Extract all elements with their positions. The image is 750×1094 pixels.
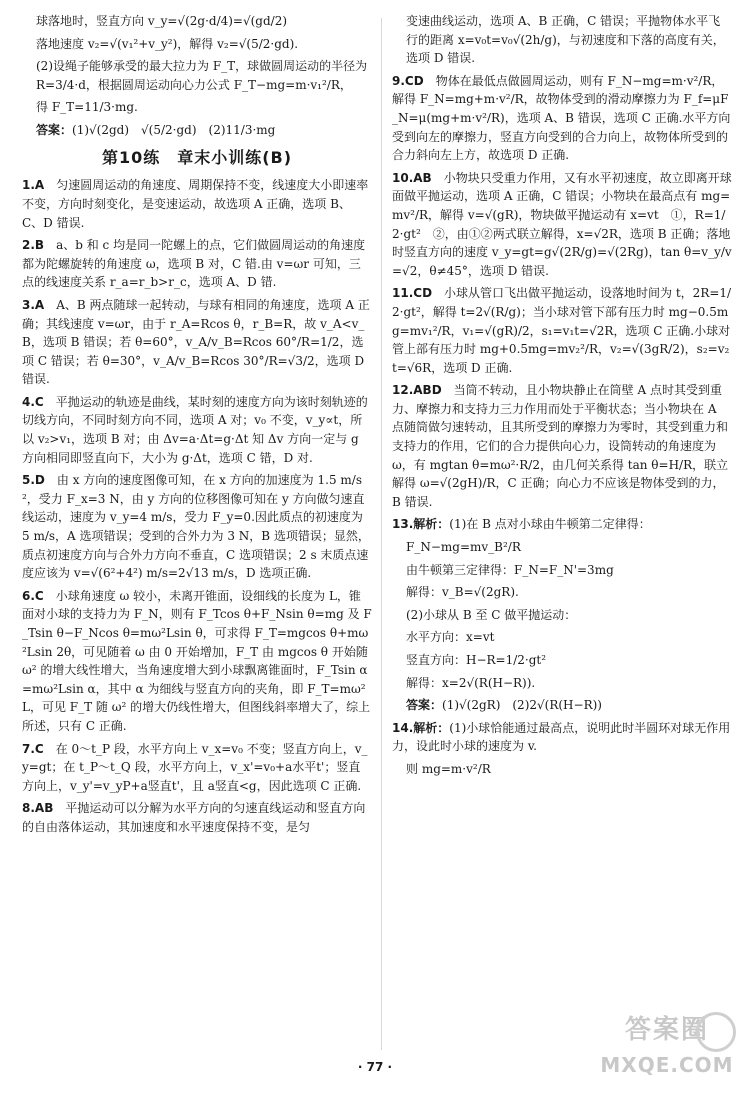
item-12-text: 当筒不转动，且小物块静止在筒壁 A 点时其受到重力、摩擦力和支持力三力作用而处于平衡状态；当小物块在 A 点随筒做匀速转动，且其所受到的摩擦力为零时，其受到重力和支持力的作用，它们的合力提供向心力，设筒转动的角速度为 ω，有 mgtan θ=mω²·R/2，由几何关系得 tan θ=H/R，联立解得 ω=√(2gH)/R，C 正确；向心力不应该是物体受到的力，B 错误.: [392, 383, 729, 509]
item-9: [392, 72, 732, 165]
page-number: · 77 ·: [357, 1060, 393, 1074]
item-5-text: 由 x 方向的速度图像可知，在 x 方向的加速度为 1.5 m/s²，受力 F_x=3 N，由 y 方向的位移图像可知在 y 方向做匀速直线运动，速度为 v_y=4 m/s，受力 F_y=0.因此质点的初速度为 5 m/s，A 选项错误；受到的合外力为 3 N，B 选项错误；显然，质点初速度方向与合外力方向不垂直，C 选项错误；2 s 末质点速度应该为 v=√(6²+4²) m/s=2√13 m/s，D 选项正确.: [22, 473, 370, 581]
q13-line-6: 竖直方向：H−R=1/2·gt²: [406, 653, 547, 667]
item-14-equation: 则 mg=m·v²/R: [406, 761, 491, 776]
item-2-number: 2.B: [22, 238, 45, 253]
item-11-text: 小球从管口飞出做平抛运动，设落地时间为 t，2R=1/2·gt²，解得 t=2√(R/g)；当小球对管下部有压力时 mg−0.5mg=mv₁²/R，v₁=√(gR)/2，s₁=v₁t=√2R，选项 C 正确.小球对管上部有压力时 mg+0.5mg=mv₂²/R，v₂=√(3gR/2)，s₂=v₂t=√6R，选项 D 正确.: [392, 286, 732, 375]
intro-line-4: 得 F_T=11/3·mg.: [36, 100, 138, 115]
item-3-number: 3.A: [22, 297, 45, 312]
item-8-number: 8.AB: [22, 801, 54, 816]
item-6-text: 小球角速度 ω 较小，未离开锥面，设细线的长度为 L，锥面对小球的支持力为 F_N，则有 F_Tcos θ+F_Nsin θ=mg 及 F_Tsin θ−F_Ncos θ=mω²Lsin θ，可求得 F_T=mgcos θ+mω²Lsin 2θ，可见随着 ω 由 0 开始增加，F_T 由 mgcos θ 开始随 ω² 的增大线性增大，当角速度增大到小球飘离锥面时，F_Tsin α=mω²Lsin α，其中 α 为细线与竖直方向的夹角，即 F_T=mω²L，可见 F_T 随 ω² 的增大仍线性增大，但图线斜率增大了，综上所述，只有 C 正确.: [22, 588, 372, 733]
item-8: [22, 799, 372, 836]
item-6: [22, 587, 372, 736]
item-13: [392, 515, 732, 534]
answer-label: 答案：: [36, 122, 73, 137]
item-14-number: 14.解析：: [392, 720, 450, 735]
item-14: [392, 719, 732, 756]
item-4: [22, 393, 372, 467]
q13-answer-label: 答案：: [406, 698, 443, 713]
item-1: [22, 176, 372, 232]
item-2: [22, 236, 372, 292]
item-10-text: 小物块只受重力作用，又有水平初速度，故立即离开球面做平抛运动，选项 A 正确，C 错误；小物块在最高点有 mg=mv²/R，解得 v=√(gR)，物块做平抛运动有 x=vt ①，R=1/2·gt² ②，由①②两式联立解得，x=√2R，选项 B 正确；落地时竖直方向的速度 v_y=gt=g√(2R/g)=√(2Rg)，tan θ=v_y/v=√2，θ≠45°，选项 D 错误.: [392, 170, 732, 278]
intro-line-3: (2)设绳子能够承受的最大拉力为 F_T，球做圆周运动的半径为 R=3/4·d，根据圆周运动向心力公式 F_T−mg=m·v₁²/R，: [36, 59, 368, 92]
item-12-number: 12.ABD: [392, 383, 442, 398]
q13-line-7: 解得：x=2√(R(H−R)).: [406, 675, 536, 690]
answer-text: (1)√(2gd) √(5/2·gd) (2)11/3·mg: [72, 122, 276, 137]
item-9-text: 物体在最低点做圆周运动，则有 F_N−mg=m·v²/R，解得 F_N=mg+m·v²/R，故物体受到的滑动摩擦力为 F_f=μF_N=μ(mg+m·v²/R)，选项 A、B 错误，选项 C 正确.水平方向受到向左的摩擦力，竖直方向受到的合力向上，故物体所受到的合力斜向左上方，故选项 D 正确.: [392, 73, 731, 163]
item-8-continued-text: 变速曲线运动，选项 A、B 正确，C 错误；平抛物体水平飞行的距离 x=v₀t=v₀√(2h/g)，与初速度和下落的高度有关，选项 D 错误.: [406, 14, 725, 66]
item-9-number: 9.CD: [392, 73, 424, 88]
item-8-continued: [392, 12, 732, 68]
item-1-number: 1.A: [22, 178, 45, 193]
column-divider: [381, 18, 382, 1050]
item-6-number: 6.C: [22, 588, 44, 603]
intro-line-2: 落地速度 v₂=√(v₁²+v_y²)，解得 v₂=√(5/2·gd).: [36, 36, 299, 51]
item-5-number: 5.D: [22, 473, 45, 488]
q13-line-1: F_N−mg=mv_B²/R: [406, 540, 521, 555]
watermark-bottom-text: MXQE.COM: [600, 1053, 734, 1078]
item-2-text: a、b 和 c 均是同一陀螺上的点，它们做圆周运动的角速度都为陀螺旋转的角速度 ω，选项 B 对，C 错.由 v=ωr 可知，三点的线速度关系 r_a=r_b>r_c，选项 A、D 错.: [22, 238, 366, 290]
item-3-text: A、B 两点随球一起转动，与球有相同的角速度，选项 A 正确；其线速度 v=ωr，由于 r_A=Rcos θ，r_B=R，故 v_A<v_B，选项 B 错误；若 θ=60°，v_A/v_B=Rcos 60°/R=1/2，选项 C 错误；若 θ=30°，v_A/v_B=Rcos 30°/R=√3/2，选项 D 错误.: [22, 297, 370, 387]
q13-line-4: (2)小球从 B 至 C 做平抛运动：: [406, 607, 577, 622]
watermark-logo: [592, 1010, 742, 1088]
item-4-text: 平抛运动的轨迹是曲线，某时刻的速度方向为该时刻轨迹的切线方向，不同时刻方向不同，选项 A 对；v₀ 不变，v_y∝t，所以 v₂>v₁，选项 B 对；由 Δv=a·Δt=g·Δt 知 Δv 方向一定与 g 方向相同即竖直向下，大小为 g·Δt，选项 C 错，D 对.: [22, 394, 368, 465]
left-column: [22, 12, 372, 841]
watermark-top-text: 答案圈: [624, 1015, 709, 1045]
q13-answer-text: (1)√(2gR) (2)2√(R(H−R)): [442, 698, 602, 713]
watermark-ring-icon: [696, 1012, 736, 1052]
item-7: [22, 740, 372, 796]
answer-line: [22, 121, 372, 140]
item-5: [22, 471, 372, 583]
item-14-text: (1)小球恰能通过最高点，说明此时半圆环对球无作用力，设此时小球的速度为 v.: [392, 720, 731, 754]
item-10: [392, 169, 732, 281]
item-10-number: 10.AB: [392, 170, 432, 185]
section-title: 第10练 章末小训练(B): [101, 147, 293, 167]
item-7-number: 7.C: [22, 741, 44, 756]
item-1-text: 匀速圆周运动的角速度、周期保持不变，线速度大小即速率不变，方向时刻变化，是变速运动，故选项 A 正确，选项 B、C、D 错误.: [22, 178, 369, 230]
item-13-text: (1)在 B 点对小球由牛顿第二定律得：: [449, 517, 651, 532]
q13-line-5: 水平方向：x=vt: [406, 630, 495, 645]
q13-line-2: 由牛顿第三定律得：F_N=F_N'=3mg: [406, 562, 614, 577]
q13-answer-line: [392, 696, 732, 715]
intro-line-1: 球落地时，竖直方向 v_y=√(2g·d/4)=√(gd/2): [36, 14, 288, 28]
q13-line-3: 解得：v_B=√(2gR).: [406, 585, 519, 600]
item-11: [392, 284, 732, 377]
item-7-text: 在 0～t_P 段，水平方向上 v_x=v₀ 不变；竖直方向上，v_y=gt；在 t_P～t_Q 段，水平方向上，v_x'=v₀+a水平t'；竖直方向上，v_y'=v_yP+a竖直t'，且 a竖直<g，因此选项 C 正确.: [22, 741, 368, 793]
item-13-number: 13.解析：: [392, 517, 450, 532]
item-12: [392, 381, 732, 511]
right-column: [392, 12, 732, 783]
item-8-text: 平抛运动可以分解为水平方向的匀速直线运动和竖直方向的自由落体运动，其加速度和水平速度保持不变，是匀: [22, 801, 366, 834]
item-4-number: 4.C: [22, 394, 44, 409]
item-3: [22, 296, 372, 389]
item-11-number: 11.CD: [392, 286, 433, 301]
